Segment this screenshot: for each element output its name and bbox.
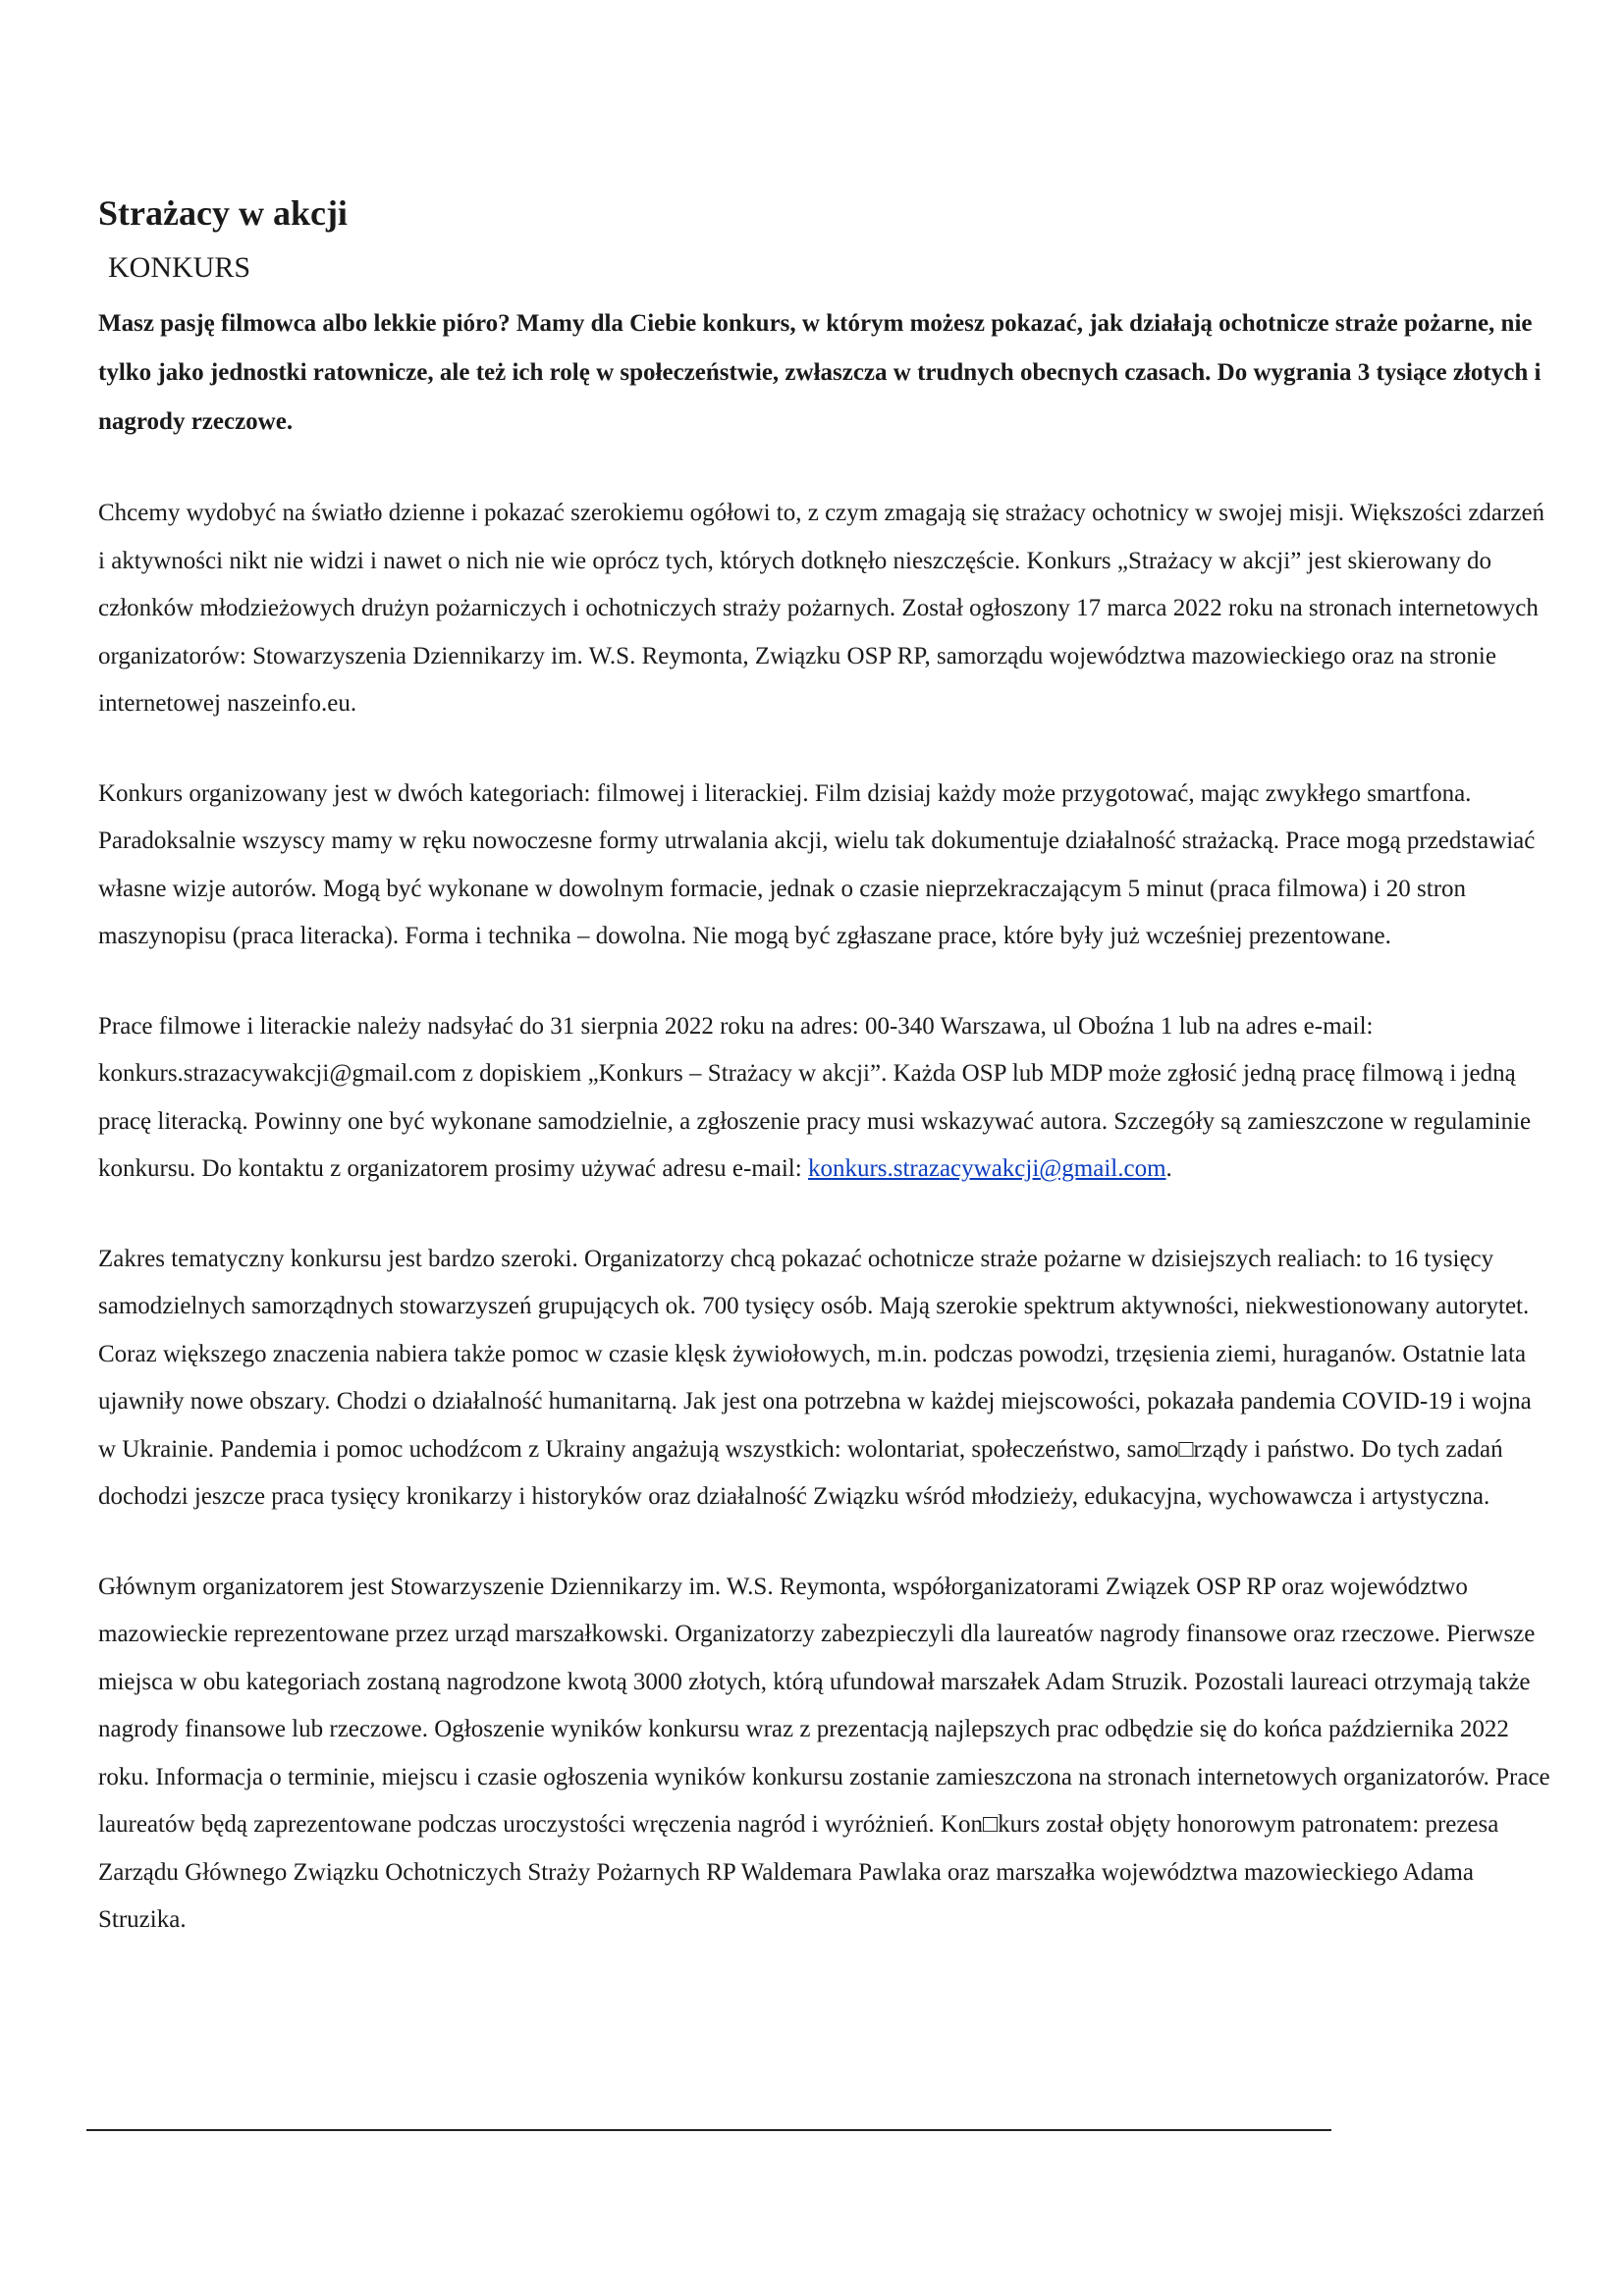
paragraph-scope: Zakres tematyczny konkursu jest bardzo szeroki. Organizatorzy chcą pokazać ochotnicze straże pożarne w dzisiejszych realiach: to 16 tysięcy samodzielnych samorządnych stowarzyszeń grupujących ok. 700 tysięcy osób. Mają szerokie spektrum aktywności, niekwestionowany autorytet. Coraz większego znaczenia nabiera także pomoc w czasie klęsk żywiołowych, m.in. podczas powodzi, trzęsienia ziemi, huraganów. Ostatnie lata ujawniły nowe obszary. Chodzi o działalność humanitarną. Jak jest ona potrzebna w każdej miejscowości, pokazała pandemia COVID-19 i wojna w Ukrainie. Pandemia i pomoc uchodźcom z Ukrainy angażują wszystkich: wolontariat, społeczeństwo, samo□rządy i państwo. Do tych zadań dochodzi jeszcze praca tysięcy kronikarzy i historyków oraz działalność Związku wśród młodzieży, edukacyjna, wychowawcza i artystyczna. — [98, 1245, 1532, 1510]
paragraph-categories: Konkurs organizowany jest w dwóch kategoriach: filmowej i literackiej. Film dzisiaj każdy może przygotować, mając zwykłego smartfona. Paradoksalnie wszyscy mamy w ręku nowoczesne formy utrwalania akcji, wielu tak dokumentuje działalność strażacką. Prace mogą przedstawiać własne wizje autorów. Mogą być wykonane w dowolnym formacie, jednak o czasie nieprzekraczającym 5 minut (praca filmowa) i 20 stron maszynopisu (praca literacka). Forma i technika – dowolna. Nie mogą być zgłaszane prace, które były już wcześniej prezentowane. — [98, 779, 1536, 949]
paragraph-submission — [98, 1003, 1551, 1194]
paragraph-submission-end: . — [1165, 1155, 1172, 1182]
footer-divider — [86, 2129, 1331, 2131]
article-lead: Masz pasję filmowca albo lekkie pióro? Mamy dla Ciebie konkurs, w którym możesz pokazać, jak działają ochotnicze straże pożarne, nie tylko jako jednostki ratownicze, ale też ich rolę w społeczeństwie, zwłaszcza w trudnych obecnych czasach. Do wygrania 3 tysiące złotych i nagrody rzeczowe. — [98, 310, 1542, 435]
article-subtitle: KONKURS — [108, 251, 251, 284]
paragraph-submission-text: Prace filmowe i literackie należy nadsyłać do 31 sierpnia 2022 roku na adres: 00-340 Warszawa, ul Oboźna 1 lub na adres e-mail: konkurs.strazacywakcji@gmail.com z dopiskiem „Konkurs – Strażacy w akcji”. Każda OSP lub MDP może zgłosić jedną pracę filmową i jedną pracę literacką. Powinny one być wykonane samodzielnie, a zgłoszenie pracy musi wskazywać autora. Szczegóły są zamieszczone w regulaminie konkursu. Do kontaktu z organizatorem prosimy używać adresu e-mail: — [98, 1012, 1532, 1182]
contact-email-link[interactable]: konkurs.strazacywakcji@gmail.com — [807, 1155, 1166, 1182]
document-page — [98, 191, 1551, 1987]
paragraph-intro: Chcemy wydobyć na światło dzienne i pokazać szerokiemu ogółowi to, z czym zmagają się strażacy ochotnicy w swojej misji. Większości zdarzeń i aktywności nikt nie widzi i nawet o nich nie wie oprócz tych, których dotknęło nieszczęście. Konkurs „Strażacy w akcji” jest skierowany do członków młodzieżowych drużyn pożarniczych i ochotniczych straży pożarnych. Został ogłoszony 17 marca 2022 roku na stronach internetowych organizatorów: Stowarzyszenia Dziennikarzy im. W.S. Reymonta, Związku OSP RP, samorządu województwa mazowieckiego oraz na stronie internetowej naszeinfo.eu. — [98, 500, 1545, 717]
paragraph-organizers: Głównym organizatorem jest Stowarzyszenie Dziennikarzy im. W.S. Reymonta, współorganizatorami Związek OSP RP oraz województwo mazowieckie reprezentowane przez urząd marszałkowski. Organizatorzy zabezpieczyli dla laureatów nagrody finansowe oraz rzeczowe. Pierwsze miejsca w obu kategoriach zostaną nagrodzone kwotą 3000 złotych, którą ufundował marszałek Adam Struzik. Pozostali laureaci otrzymają także nagrody finansowe lub rzeczowe. Ogłoszenie wyników konkursu wraz z prezentacją najlepszych prac odbędzie się do końca października 2022 roku. Informacja o terminie, miejscu i czasie ogłoszenia wyników konkursu zostanie zamieszczona na stronach internetowych organizatorów. Prace laureatów będą zaprezentowane podczas uroczystości wręczenia nagród i wyróżnień. Kon□kurs został objęty honorowym patronatem: prezesa Zarządu Głównego Związku Ochotniczych Straży Pożarnych RP Waldemara Pawlaka oraz marszałka województwa mazowieckiego Adama Struzika. — [98, 1573, 1550, 1933]
article-title: Strażacy w akcji — [98, 193, 348, 233]
